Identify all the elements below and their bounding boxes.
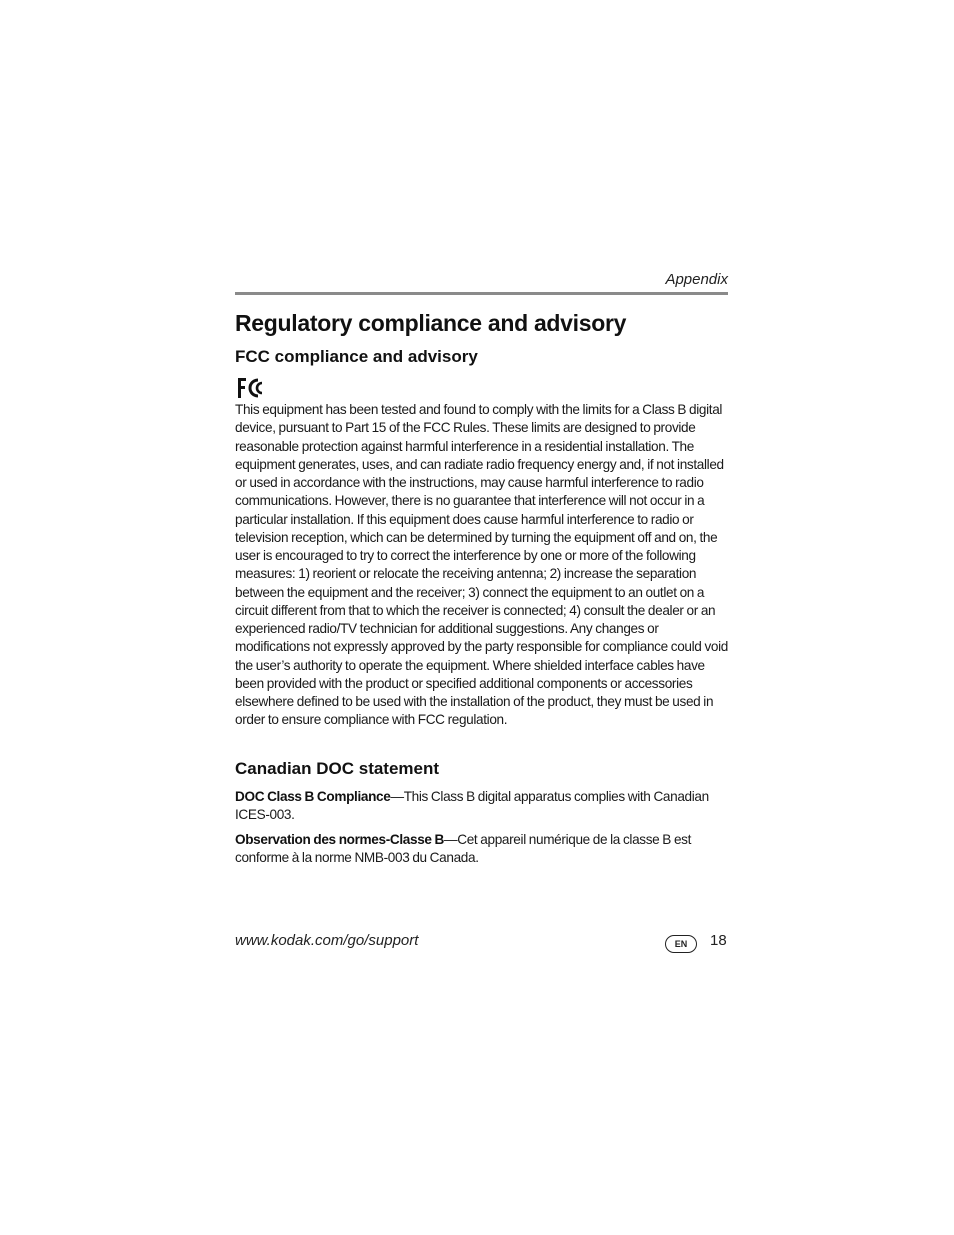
fcc-heading: FCC compliance and advisory <box>235 347 478 366</box>
language-badge: EN <box>665 935 697 953</box>
running-header: Appendix <box>665 271 728 288</box>
page-number: 18 <box>710 932 727 949</box>
canada-heading: Canadian DOC statement <box>235 759 440 778</box>
doc-compliance-paragraph <box>235 788 728 825</box>
support-url: www.kodak.com/go/support <box>235 932 419 949</box>
fcc-body-text: This equipment has been tested and found to comply with the limits for a Class B digital device, pursuant to Part 15 of the FCC Rules. These limits are designed to provide reasonable protection against harmful interference in a residential installation. The equipment generates, uses, and can radiate radio frequency energy and, if not installed or used in accordance with the instructions, may cause harmful interference to radio communications. However, there is no guarantee that interference will not occur in a particular installation. If this equipment does cause harmful interference to radio or television reception, which can be determined by turning the equipment off and on, the user is encouraged to try to correct the interference by one or more of the following measures: 1) reorient or relocate the receiving antenna; 2) increase the separation between the equipment and the receiver; 3) connect the equipment to an outlet on a circuit different from that to which the receiver is connected; 4) consult the dealer or an experienced radio/TV technician for additional suggestions. Any changes or modifications not expressly approved by the party responsible for compliance could void the user’s authority to operate the equipment. Where shielded interface cables have been provided with the product or specified additional components or accessories elsewhere defined to be used with the installation of the product, they must be used in order to ensure compliance with FCC regulation. <box>235 402 728 728</box>
fcc-logo-icon <box>236 376 266 400</box>
doc-compliance-label: DOC Class B Compliance <box>235 789 391 804</box>
page-title: Regulatory compliance and advisory <box>235 310 627 336</box>
header-rule <box>235 292 728 295</box>
observation-label: Observation des normes-Classe B <box>235 832 445 847</box>
observation-paragraph <box>235 831 728 868</box>
observation-text: —Cet appareil numérique de la classe B est conforme à la norme NMB-003 du Canada. <box>235 832 692 866</box>
doc-compliance-text: —This Class B digital apparatus complies with Canadian ICES-003. <box>235 789 709 823</box>
